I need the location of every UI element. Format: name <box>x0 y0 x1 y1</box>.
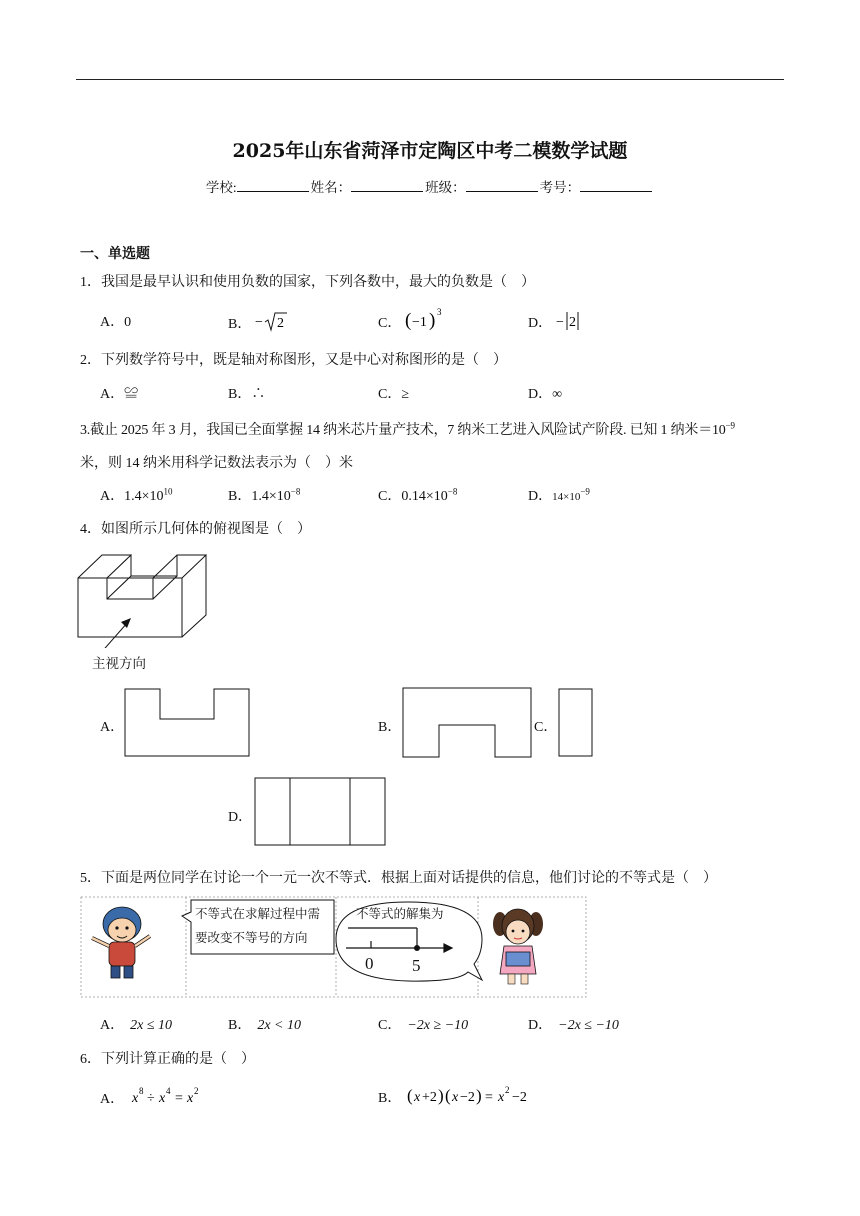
q3-option-d-base: 14×10 <box>552 491 581 503</box>
q5-option-c-math: −2x ≥ −10 <box>407 1018 469 1033</box>
q3-option-d-exp: −9 <box>580 486 590 497</box>
q3-option-b-base: 1.4×10 <box>251 489 291 504</box>
exam-number-blank[interactable] <box>580 179 652 192</box>
q1-option-b[interactable] <box>228 311 289 333</box>
dialogue-figure <box>78 894 588 1002</box>
number-line-label-0: 0 <box>365 954 374 973</box>
svg-text:−2: −2 <box>511 1090 527 1105</box>
q3-option-c-label: C． <box>378 489 402 504</box>
q2-option-d[interactable]: D．∞ <box>528 387 563 402</box>
school-blank[interactable] <box>237 179 309 192</box>
q3-option-b-exp: −8 <box>290 486 301 497</box>
question-6-stem: 6．下列计算正确的是（ ） <box>80 1052 255 1067</box>
svg-text:÷: ÷ <box>146 1091 155 1106</box>
solid-figure-3d <box>74 548 214 648</box>
q6-option-a[interactable] <box>100 1086 208 1108</box>
q5-option-c[interactable] <box>378 1014 468 1034</box>
q4-option-b-label[interactable]: B． <box>378 720 402 735</box>
q6-option-b-label: B． <box>378 1091 402 1106</box>
q2-option-c[interactable]: C．≥ <box>378 387 410 402</box>
page-title: 2025年山东省菏泽市定陶区中考二模数学试题 <box>232 140 628 162</box>
question-4-stem: 4．如图所示几何体的俯视图是（ ） <box>80 522 311 537</box>
q4-option-b-figure[interactable] <box>402 687 533 759</box>
q2-option-b[interactable]: B．∴ <box>228 387 266 402</box>
svg-text:x: x <box>413 1090 421 1105</box>
q4-option-a-figure[interactable] <box>124 688 252 758</box>
q5-option-b-label: B． <box>228 1018 252 1033</box>
class-blank[interactable] <box>466 179 538 192</box>
svg-text:−: − <box>254 315 263 330</box>
q2-option-a[interactable]: A．≌ <box>100 387 139 402</box>
svg-text:2: 2 <box>193 1086 199 1096</box>
svg-text:8: 8 <box>138 1086 144 1096</box>
neg-abs2-formula <box>556 309 586 333</box>
q3-option-a-base: 1.4×10 <box>124 489 164 504</box>
svg-text:2: 2 <box>276 316 284 331</box>
svg-text:−: − <box>555 315 564 330</box>
q3-option-a-label: A． <box>100 489 125 504</box>
q6-option-a-formula <box>128 1086 208 1108</box>
header-rule <box>76 79 784 80</box>
svg-text:4: 4 <box>165 1086 171 1096</box>
exam-number-label: 考号： <box>539 180 581 195</box>
q4-option-d-figure[interactable] <box>254 777 387 847</box>
svg-text:(: ( <box>404 310 412 331</box>
svg-text:2: 2 <box>504 1085 510 1095</box>
q3-stem-text: 3.截止 2025 年 3 月，我国已全面掌握 14 纳米芯片量产技术，7 纳米工艺进入风险试产阶段. 已知 1 纳米＝ <box>80 423 712 438</box>
svg-text:(: ( <box>406 1086 413 1105</box>
q1-option-c-label: C． <box>378 316 402 331</box>
number-line-label-5: 5 <box>412 956 421 975</box>
svg-text:−1: −1 <box>411 315 427 330</box>
q1-option-b-label: B． <box>228 317 252 332</box>
q4-option-c-label[interactable]: C． <box>534 720 558 735</box>
solid-right-face <box>182 555 206 637</box>
q3-option-b-label: B． <box>228 489 252 504</box>
q1-option-a[interactable] <box>100 311 131 331</box>
q6-option-b[interactable] <box>378 1084 555 1108</box>
svg-text:): ) <box>428 310 436 331</box>
q5-option-b-math: 2x < 10 <box>257 1018 302 1033</box>
q1-option-d[interactable] <box>528 309 586 333</box>
speech1-line1: 不等式在求解过程中需 <box>195 906 321 921</box>
q5-option-c-label: C． <box>378 1018 402 1033</box>
solid-left-top <box>78 555 131 578</box>
svg-text:+2: +2 <box>421 1090 437 1105</box>
neg-one-cubed-formula <box>405 307 449 333</box>
question-3-stem-line1 <box>80 419 735 439</box>
student-info-line <box>0 176 860 196</box>
q1-option-d-label: D． <box>528 316 553 331</box>
svg-text:2: 2 <box>568 315 576 330</box>
question-1-stem: 1．我国是最早认识和使用负数的国家，下列各数中，最大的负数是（ ） <box>80 275 535 290</box>
name-label: 姓名： <box>310 180 352 195</box>
svg-text:x: x <box>158 1091 165 1106</box>
svg-text:−2: −2 <box>459 1090 475 1105</box>
q3-nm-exp: −9 <box>725 420 735 431</box>
section-heading: 一、单选题 <box>80 247 150 262</box>
q4-option-a-label[interactable]: A． <box>100 720 125 735</box>
q4-option-c-figure[interactable] <box>558 688 594 758</box>
q4-option-d-label[interactable]: D． <box>228 810 253 825</box>
svg-text:3: 3 <box>436 307 442 317</box>
q5-option-d-math: −2x ≤ −10 <box>558 1018 619 1033</box>
svg-text:x: x <box>131 1091 138 1106</box>
school-label: 学校: <box>205 180 237 195</box>
svg-text:=: = <box>174 1091 183 1106</box>
girl-student-icon <box>493 909 543 984</box>
q5-option-a-math: 2x ≤ 10 <box>130 1018 173 1033</box>
q5-option-b[interactable] <box>228 1014 301 1034</box>
q3-option-d-label: D． <box>528 489 553 504</box>
solid-notch-inner-right <box>153 576 177 599</box>
q6-option-a-label: A． <box>100 1092 125 1107</box>
arrow-head-icon <box>121 618 131 628</box>
svg-text:x: x <box>497 1090 505 1105</box>
speech2-title: 不等式的解集为 <box>356 906 444 921</box>
q1-option-a-label: A．0 <box>100 315 132 330</box>
speech1-line2: 要改变不等号的方向 <box>195 930 308 945</box>
svg-text:=: = <box>484 1090 493 1105</box>
q3-option-a-exp: 10 <box>163 486 173 497</box>
question-2-stem: 2．下列数学符号中，既是轴对称图形，又是中心对称图形的是（ ） <box>80 353 507 368</box>
q3-option-c-exp: −8 <box>447 486 458 497</box>
solid-right-top <box>153 555 206 578</box>
q5-option-d-label: D． <box>528 1018 553 1033</box>
name-blank[interactable] <box>351 179 423 192</box>
question-3-stem-line2: 米，则 14 纳米用科学记数法表示为（ ）米 <box>80 456 353 471</box>
q3-option-d[interactable] <box>528 485 590 505</box>
svg-text:(: ( <box>444 1086 451 1105</box>
q3-option-c-base: 0.14×10 <box>401 489 448 504</box>
solid-notch-back <box>131 555 177 576</box>
svg-text:x: x <box>186 1091 193 1106</box>
view-direction-arrow <box>99 622 128 648</box>
boy-student-icon <box>92 907 150 978</box>
class-label: 班级： <box>425 180 466 195</box>
front-view-label: 主视方向 <box>92 656 146 672</box>
neg-sqrt2-formula <box>255 311 289 333</box>
solid-front-notch <box>107 578 153 599</box>
q3-option-a[interactable] <box>100 485 173 505</box>
q3-option-c[interactable] <box>378 485 457 505</box>
q1-option-c[interactable] <box>378 307 449 333</box>
q5-option-d[interactable] <box>528 1014 619 1034</box>
svg-text:x: x <box>451 1090 459 1105</box>
question-5-stem: 5．下面是两位同学在讨论一个一元一次不等式．根据上面对话提供的信息，他们讨论的不等式是（ ） <box>80 871 717 886</box>
solution-endpoint-dot <box>414 945 420 951</box>
svg-text:): ) <box>475 1086 482 1105</box>
q5-option-a-label: A． <box>100 1018 125 1033</box>
q6-option-b-formula <box>405 1084 555 1108</box>
q3-option-b[interactable] <box>228 485 300 505</box>
q5-option-a[interactable] <box>100 1014 172 1034</box>
svg-text:): ) <box>437 1086 444 1105</box>
q3-nm-base: 10 <box>712 423 726 438</box>
solid-notch-inner-left <box>107 555 131 599</box>
